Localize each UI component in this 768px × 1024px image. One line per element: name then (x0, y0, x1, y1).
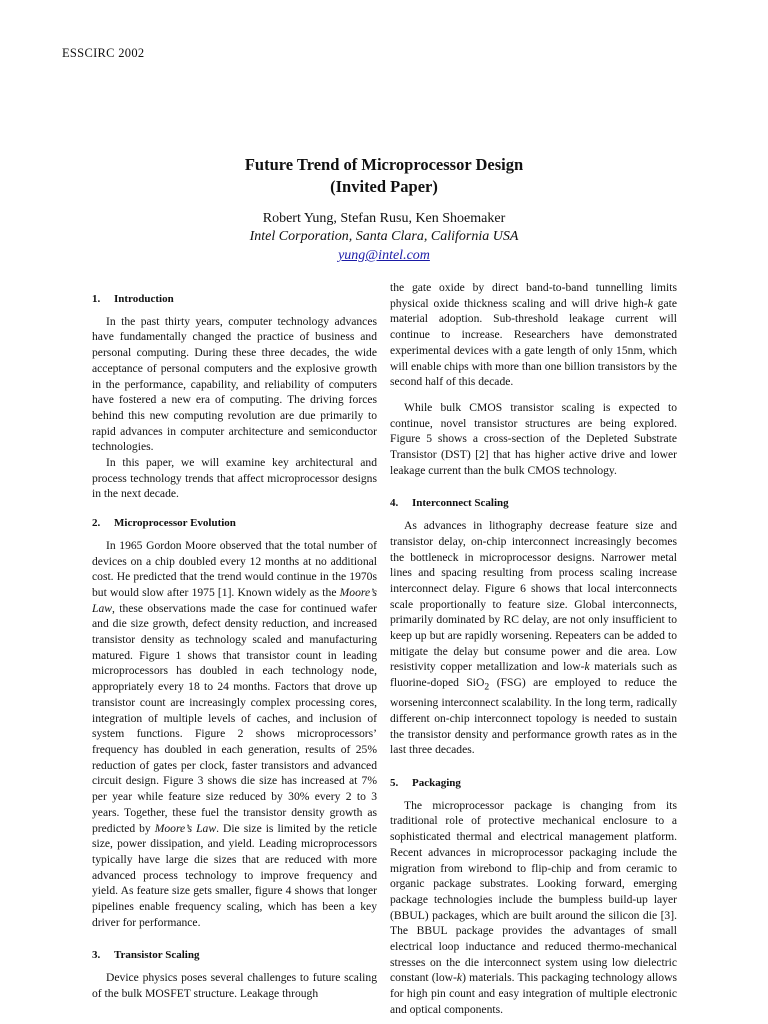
right-column (390, 280, 677, 1018)
intro-paragraph-2: In this paper, we will examine key architectural and process technology trends that affect microprocessor designs in the next decade. (92, 456, 377, 501)
text-run: The microprocessor package is changing from its traditional role of protective mechanical enclosure to a sophisticated thermal and electrical management platform. Recent advances in microprocessor packaging include the migration from wirebond to flip-chip and from ceramic to organic package substrates. Looking forward, emerging package technologies include the bumpless build-up layer (BBUL) packages, which are built around the silicon die [3]. The BBUL package provides the advantages of small electrical loop inductance and reduced thermo-mechanical stresses on the die interconnect system using low dielectric constant (low- (390, 798, 677, 985)
evolution-paragraph-1 (92, 538, 377, 931)
k-symbol: k (647, 296, 653, 310)
section-heading-transistor-scaling (92, 948, 377, 964)
section-title: Transistor Scaling (114, 949, 200, 962)
section-number: 4. (390, 497, 399, 510)
intro-paragraph-1: In the past thirty years, computer technology advances have fundamentally changed the practice of business and personal computing. During these three decades, the wide acceptance of personal computers and the explosive growth in the performance, capability, and reliability of computers have fostered a new era of computing. The driving forces behind this new computing revolution are due primarily to rapid advances in computer architecture and semiconductor technologies. (92, 314, 377, 454)
title-block (0, 154, 768, 265)
moores-law-term: Moore’s Law (154, 821, 217, 835)
author-email-link[interactable]: yung@intel.com (338, 248, 430, 263)
text-run: , these observations made the case for continued wafer and die size growth, defect density reduction, and increased transistor density as technology scaled and manufacturing matured. Figure 1 shows that transistor count in leading microprocessors has doubled in each technology node, appropriately every 18 to 24 months. Factors that drove up transistor count are increasingly complex processing cores, integration of multiple levels of caches, and inclusion of system functions. Figure 2 shows microprocessors’ frequency has doubled in each generation, results of 25% reduction of gates per clock, faster transistors and advanced circuit design. Figure 3 shows die size has increased at 7% per year while feature size reduced by 30% every 2 to 3 years. Together, these fuel the transistor density growth as predicted by (92, 601, 377, 835)
transistor-paragraph-1-start: Device physics poses several challenges to future scaling of the bulk MOSFET structure. Leakage through (92, 971, 377, 1000)
paper-authors: Robert Yung, Stefan Rusu, Ken Shoemaker (262, 211, 506, 226)
section-number: 2. (92, 517, 101, 530)
paper-subtitle: (Invited Paper) (330, 177, 438, 196)
section-title: Interconnect Scaling (412, 497, 509, 510)
section-heading-evolution (92, 516, 377, 532)
text-run: the gate oxide by direct band-to-band tunnelling limits physical oxide thickness scaling and will drive high- (390, 281, 677, 310)
k-symbol: k (456, 971, 463, 985)
conference-header: ESSCIRC 2002 (62, 46, 145, 60)
paper-title: Future Trend of Microprocessor Design (244, 155, 524, 174)
section-title: Introduction (114, 293, 174, 305)
transistor-paragraph-2: While bulk CMOS transistor scaling is expected to continue, novel transistor structures are being explored. Figure 5 shows a cross-section of the Depleted Substrate Transistor (DST) [2] that has higher active drive and lower leakage current than the bulk CMOS technology. (390, 400, 677, 477)
section-number: 3. (92, 949, 101, 962)
text-run: ) materials. This packaging technology allows for high pin count and easy integration of multiple electronic and optical components. (390, 971, 677, 1016)
interconnect-paragraph-1 (390, 518, 677, 758)
text-run: (FSG) are employed to reduce the worsening interconnect scalability. In the long term, radically different on-chip interconnect topology is needed to sustain the transistor density and performance growth rates as in the last three decades. (390, 676, 677, 757)
section-number: 1. (92, 293, 101, 305)
text-run: . Die size is limited by the reticle size, power dissipation, and yield. Leading microprocessors typically have large die sizes that are reduced with more advanced process technology to improve frequency and yield. As feature size gets smaller, figure 4 shows that longer pipelines enable frequency scaling, which has been a key driver for performance. (92, 821, 378, 929)
transistor-paragraph-1-continued (390, 280, 677, 390)
left-column (92, 292, 377, 1002)
section-heading-packaging (390, 776, 677, 792)
text-run: As advances in lithography decrease feature size and transistor delay, on-chip interconnect increasingly becomes the bottleneck in microprocessor designs. Narrower metal lines and spacing resulting from process scaling increase interconnect delay. Figure 6 shows that local interconnects scale proportionally to feature size. Global interconnects, primarily dominated by RC delay, are not only insufficient to keep up but are rapidly worsening. Repeaters can be added to mitigate the delay but consume power and die area. Low resistivity copper metallization and low- (390, 519, 677, 674)
section-title: Microprocessor Evolution (114, 517, 236, 530)
text-run: materials such as fluorine-doped SiO (390, 660, 677, 690)
text-run: gate material adoption. Sub-threshold leakage current will continue to increase. Researchers have demonstrated experimental devices with a gate length of only 15nm, which will enable chips with more than one billion transistors by the second half of this decade. (390, 296, 677, 389)
k-symbol: k (584, 660, 590, 674)
subscript-2: 2 (484, 681, 490, 693)
section-heading-introduction (92, 292, 377, 308)
packaging-paragraph-1 (390, 798, 677, 1018)
text-run: In 1965 Gordon Moore observed that the total number of devices on a chip doubled every 12 months at no additional cost. He predicted that the trend would continue in the 1970s but would slow after 1975 [1]. Known widely as the (92, 538, 377, 599)
section-heading-interconnect-scaling (390, 496, 677, 512)
paper-affiliation: Intel Corporation, Santa Clara, California USA (249, 229, 519, 244)
section-title: Packaging (412, 777, 461, 789)
section-number: 5. (390, 777, 399, 789)
moores-law-term: Moore’s Law (92, 585, 377, 615)
